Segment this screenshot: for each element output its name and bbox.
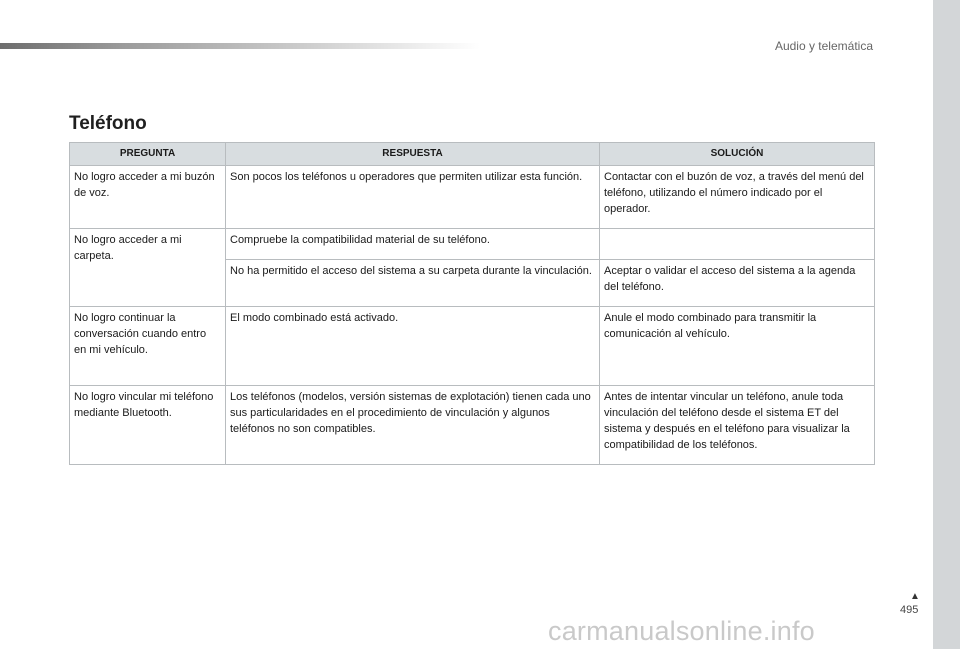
answer-cell: Compruebe la compatibilidad material de su teléfono. (226, 229, 600, 260)
table-row (70, 307, 875, 386)
column-header-respuesta: RESPUESTA (226, 143, 600, 166)
answer-cell: Los teléfonos (modelos, versión sistemas de explotación) tienen cada uno sus particularidades en el procedimiento de vinculación y algunos teléfonos no son compatibles. (226, 386, 600, 465)
answer-cell: El modo combinado está activado. (226, 307, 600, 386)
right-margin-strip (933, 0, 960, 649)
next-page-arrow-icon: ▲ (910, 591, 920, 602)
column-header-solucion: SOLUCIÓN (600, 143, 875, 166)
solution-cell: Aceptar o validar el acceso del sistema a la agenda del teléfono. (600, 260, 875, 307)
table-header-row (70, 143, 875, 166)
solution-cell: Anule el modo combinado para transmitir la comunicación al vehículo. (600, 307, 875, 386)
header-gradient-bar (0, 43, 480, 49)
table-row (70, 166, 875, 229)
table-row (70, 386, 875, 465)
question-cell: No logro acceder a mi carpeta. (70, 229, 226, 307)
page-heading: Teléfono (69, 113, 147, 134)
faq-table (69, 142, 875, 465)
watermark: carmanualsonline.info (548, 616, 815, 646)
solution-cell: Antes de intentar vincular un teléfono, anule toda vinculación del teléfono desde el sistema ET del sistema y después en el teléfono para visualizar la compatibilidad de los teléfonos. (600, 386, 875, 465)
answer-cell: No ha permitido el acceso del sistema a su carpeta durante la vinculación. (226, 260, 600, 307)
page-number: 495 (900, 604, 919, 616)
table-row (70, 229, 875, 260)
solution-cell: Contactar con el buzón de voz, a través del menú del teléfono, utilizando el número indicado por el operador. (600, 166, 875, 229)
section-title: Audio y telemática (774, 39, 873, 53)
column-header-pregunta: PREGUNTA (70, 143, 226, 166)
question-cell: No logro continuar la conversación cuando entro en mi vehículo. (70, 307, 226, 386)
answer-cell: Son pocos los teléfonos u operadores que permiten utilizar esta función. (226, 166, 600, 229)
question-cell: No logro acceder a mi buzón de voz. (70, 166, 226, 229)
solution-cell (600, 229, 875, 260)
question-cell: No logro vincular mi teléfono mediante Bluetooth. (70, 386, 226, 465)
